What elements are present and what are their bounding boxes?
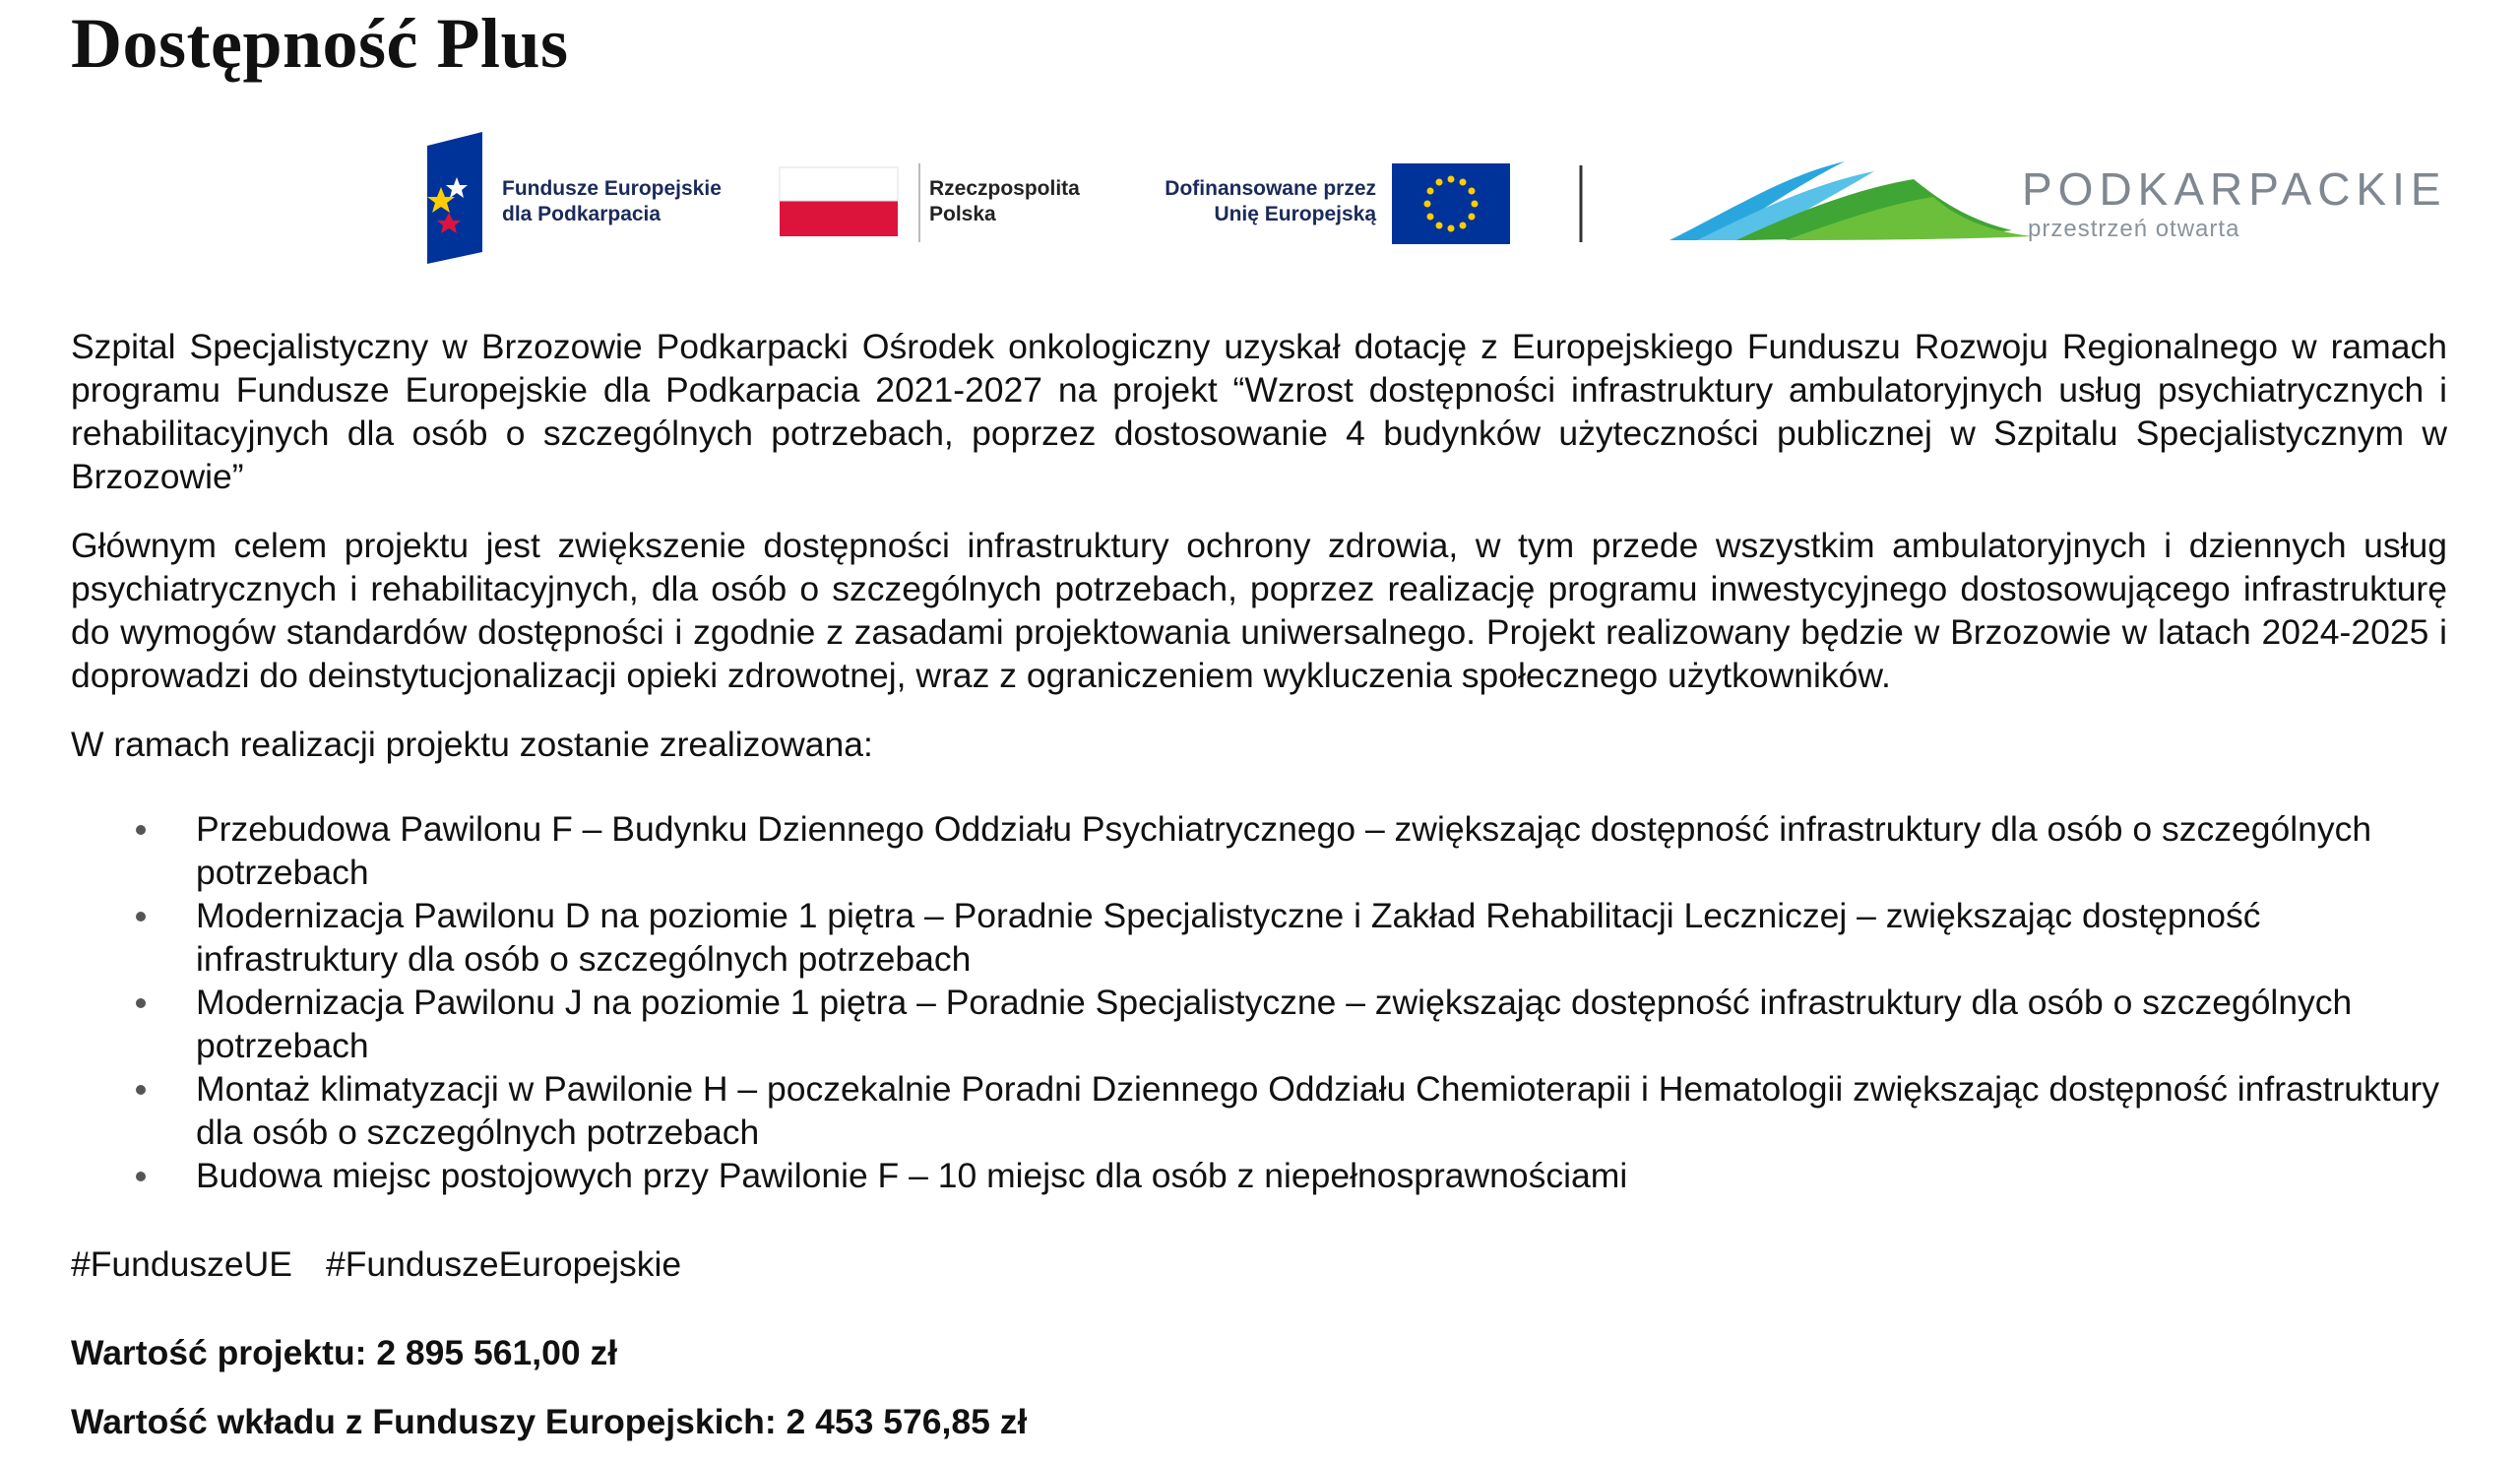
funding-logo-strip	[339, 116, 2447, 276]
article-body	[71, 325, 2447, 1443]
rzeczpospolita-polska-logo	[780, 163, 1080, 242]
scope-intro: W ramach realizacji projektu zostanie zrealizowana:	[71, 725, 873, 764]
scope-list	[71, 807, 2447, 1197]
hashtag-fundusze-ue[interactable]: #FunduszeUE	[71, 1244, 292, 1284]
eu-flag	[1392, 163, 1510, 244]
bullet-icon	[136, 912, 146, 922]
list-item	[71, 894, 2447, 981]
list-item-text: Montaż klimatyzacji w Pawilonie H – poczekalnie Poradni Dziennego Oddziału Chemioterapii i Hematologii zwiększając dostępność infrastruktury dla osób o szczególnych potrzebach	[196, 1069, 2439, 1152]
page-title: Dostępność Plus	[71, 4, 569, 83]
project-value: Wartość projektu: 2 895 561,00 zł	[71, 1333, 618, 1372]
hashtag-fundusze-europejskie[interactable]: #FunduszeEuropejskie	[325, 1244, 682, 1284]
podkarpackie-wordmark: PODKARPACKIE	[2022, 163, 2447, 215]
paragraph-project-goal: Głównym celem projektu jest zwiększenie dostępności infrastruktury ochrony zdrowia, w tym przede wszystkim ambulatoryjnych i dziennych usług psychiatrycznych i rehabilitacyjnych, dla osób o szczególnych potrzebach, poprzez realizację programu inwestycyjnego dostosowującego infrastrukturę do wymogów standardów dostępności i zgodnie z zasadami projektowania uniwersalnego. Projekt realizowany będzie w Brzozowie w latach 2024-2025 i doprowadzi do deinstytucjonalizacji opieki zdrowotnej, wraz z ograniczeniem wykluczenia społecznego użytkowników.	[71, 526, 2447, 695]
fundusze-europejskie-logo	[427, 132, 722, 264]
list-item	[71, 807, 2447, 894]
list-item-text: Budowa miejsc postojowych przy Pawilonie F – 10 miejsc dla osób z niepełnosprawnościami	[196, 1156, 1628, 1195]
list-item	[71, 1154, 2447, 1197]
list-item-text: Modernizacja Pawilonu D na poziomie 1 piętra – Poradnie Specjalistyczne i Zakład Rehabilitacji Leczniczej – zwiększając dostępność infrastruktury dla osób o szczególnych potrzebach	[196, 896, 2261, 979]
list-item	[71, 981, 2447, 1067]
eu-logo-line1: Dofinansowane przez	[1165, 177, 1376, 200]
podkarpackie-tagline: przestrzeń otwarta	[2028, 216, 2240, 242]
podkarpackie-logo	[1670, 161, 2447, 242]
fe-logo-line1: Fundusze Europejskie	[502, 177, 722, 200]
hashtags	[71, 1242, 2447, 1286]
rp-logo-line1: Rzeczpospolita	[929, 177, 1080, 200]
eu-logo-line2: Unię Europejską	[1214, 203, 1376, 225]
bullet-icon	[136, 998, 146, 1008]
list-item-text: Modernizacja Pawilonu J na poziomie 1 piętra – Poradnie Specjalistyczne – zwiększając dostępność infrastruktury dla osób o szczególnych potrzebach	[196, 983, 2353, 1065]
eu-cofinanced-logo	[1165, 163, 1510, 244]
fe-logo-line2: dla Podkarpacia	[502, 203, 662, 225]
bullet-icon	[136, 825, 146, 835]
paragraph-grant-info: Szpital Specjalistyczny w Brzozowie Podkarpacki Ośrodek onkologiczny uzyskał dotację z Europejskiego Funduszu Rozwoju Regionalnego w ramach programu Fundusze Europejskie dla Podkarpacia 2021-2027 na projekt “Wzrost dostępności infrastruktury ambulatoryjnych usług psychiatrycznych i rehabilitacyjnych dla osób o szczególnych potrzebach, poprzez dostosowanie 4 budynków użyteczności publicznej w Szpitalu Specjalistycznym w Brzozowie”	[71, 327, 2447, 496]
eu-contribution-value: Wartość wkładu z Funduszy Europejskich: 2 453 576,85 zł	[71, 1402, 1028, 1441]
list-item-text: Przebudowa Pawilonu F – Budynku Dziennego Oddziału Psychiatrycznego – zwiększając dostępność infrastruktury dla osób o szczególnych potrzebach	[196, 809, 2372, 892]
list-item	[71, 1067, 2447, 1154]
rp-logo-line2: Polska	[929, 203, 996, 225]
bullet-icon	[136, 1172, 146, 1181]
bullet-icon	[136, 1085, 146, 1095]
